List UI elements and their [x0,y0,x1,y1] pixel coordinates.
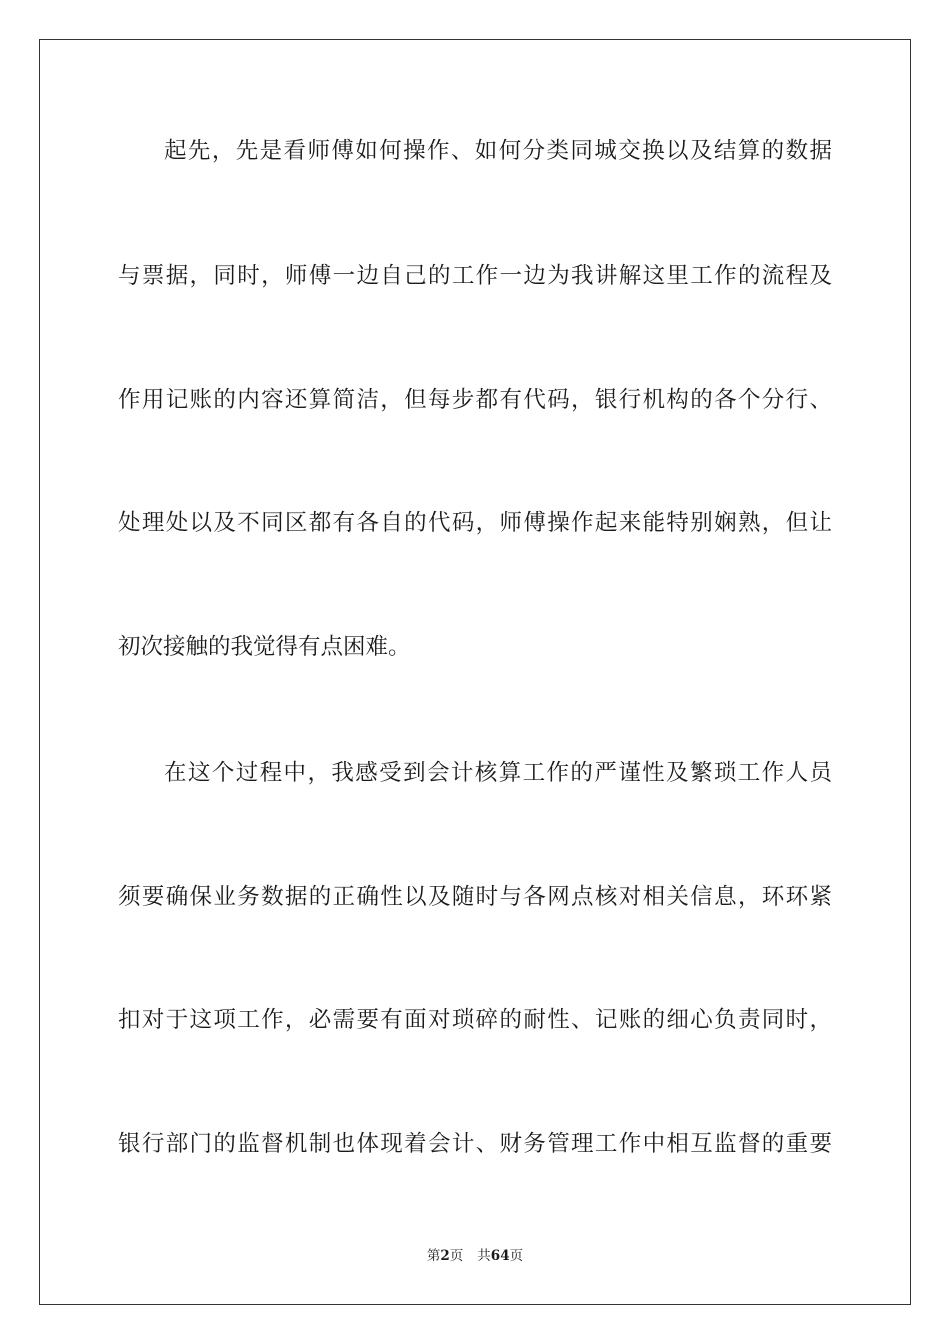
paragraph-1-line-5: 初次接触的我觉得有点困难。 [118,634,411,660]
total-suffix: 页 [509,1248,524,1264]
paragraph-1-line-1: 起先，先是看师傅如何操作、如何分类同城交换以及结算的数据 [164,138,832,164]
paragraph-2-line-3: 扣对于这项工作，必需要有面对琐碎的耐性、记账的细心负责同时， [118,1007,832,1033]
paragraph-2-line-2: 须要确保业务数据的正确性以及随时与各网点核对相关信息，环环紧 [118,884,832,910]
paragraph-1-line-4: 处理处以及不同区都有各自的代码，师傅操作起来能特别娴熟，但让 [118,510,832,536]
page-footer [0,1246,950,1266]
page-border [39,39,911,1305]
page-number: 2 [440,1248,450,1264]
paragraph-2-line-1: 在这个过程中，我感受到会计核算工作的严谨性及繁琐工作人员 [164,760,832,786]
total-prefix: 共 [477,1248,491,1264]
page-suffix: 页 [449,1248,464,1264]
paragraph-2-line-4: 银行部门的监督机制也体现着会计、财务管理工作中相互监督的重要 [118,1131,832,1157]
page-prefix: 第 [426,1248,441,1264]
paragraph-1-line-2: 与票据，同时，师傅一边自己的工作一边为我讲解这里工作的流程及 [118,263,832,289]
paragraph-1-line-3: 作用记账的内容还算简洁，但每步都有代码，银行机构的各个分行、 [118,387,832,413]
total-pages: 64 [490,1248,510,1264]
